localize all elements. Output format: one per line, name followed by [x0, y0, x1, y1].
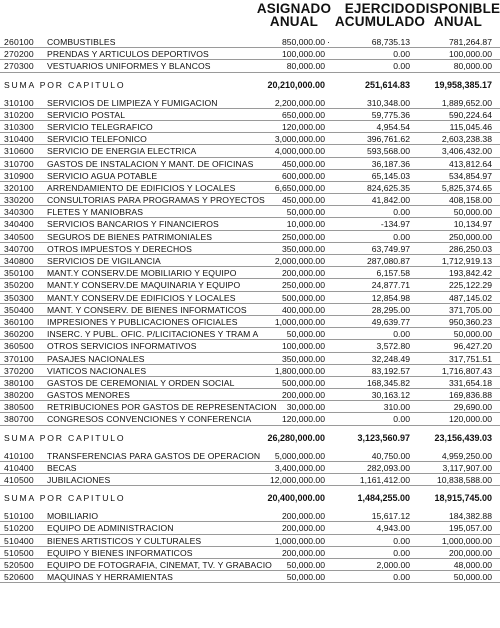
account-code: 360500	[4, 341, 34, 352]
ejercido-value: 0.00	[393, 61, 410, 72]
ejercido-value: 24,877.71	[371, 280, 410, 291]
disponible-value: 487,145.02	[448, 292, 492, 303]
ejercido-total: 251,614.83	[364, 79, 410, 90]
disponible-value: 50,000.00	[453, 329, 492, 340]
asignado-value: 3,400,000.00	[274, 462, 325, 473]
asignado-total: 26,280,000.00	[267, 432, 325, 443]
asignado-value: 100,000.00	[281, 341, 325, 352]
asignado-value: 250,000.00	[281, 280, 325, 291]
asignado-value: 50,000.00	[286, 207, 325, 218]
account-code: 520600	[4, 572, 34, 583]
account-description: MANT.Y CONSERV.DE MAQUINARIA Y EQUIPO	[47, 280, 241, 291]
account-code: 410400	[4, 462, 34, 473]
account-description: SERVICIO DE ENERGIA ELECTRICA	[47, 146, 197, 157]
summary-label: SUMA POR CAPITULO	[4, 493, 126, 504]
table-row	[0, 292, 500, 304]
asignado-value: 50,000.00	[286, 572, 325, 583]
account-description: IMPRESIONES Y PUBLICACIONES OFICIALES	[47, 316, 238, 327]
header-disponible-line2: ANUAL	[433, 14, 483, 29]
asignado-value: 120,000.00	[281, 121, 325, 132]
ejercido-total: 3,123,560.97	[357, 432, 410, 443]
disponible-total: 18,915,745.00	[434, 493, 492, 504]
summary-row	[0, 426, 500, 445]
disponible-value: 408,158.00	[448, 195, 492, 206]
ejercido-value: 824,625.35	[366, 182, 410, 193]
account-code: 360200	[4, 329, 34, 340]
disponible-total: 23,156,439.03	[434, 432, 492, 443]
asignado-value: 2,200,000.00	[274, 97, 325, 108]
disponible-value: 96,427.20	[453, 341, 492, 352]
disponible-value: 371,705.00	[448, 304, 492, 315]
account-code: 270300	[4, 61, 34, 72]
summary-row	[0, 486, 500, 505]
account-description: ARRENDAMIENTO DE EDIFICIOS Y LOCALES	[47, 182, 236, 193]
ejercido-value: 1,161,412.00	[359, 475, 410, 485]
disponible-value: 781,264.87	[448, 37, 492, 47]
table-row	[0, 462, 500, 474]
ejercido-value: 32,248.49	[371, 353, 410, 364]
account-description: CONGRESOS CONVENCIONES Y CONFERENCIA	[47, 414, 252, 425]
summary-row	[0, 73, 500, 92]
disponible-value: 80,000.00	[453, 61, 492, 72]
ejercido-value: 83,192.57	[371, 365, 410, 376]
table-row	[0, 547, 500, 559]
asignado-value: 12,000,000.00	[270, 475, 325, 485]
ejercido-value: -134.97	[380, 219, 410, 230]
ejercido-value: 68,735.13	[371, 37, 410, 47]
asignado-value: 1,000,000.00	[274, 535, 325, 546]
ejercido-value: 2,000.00	[376, 559, 410, 570]
disponible-value: 534,854.97	[448, 170, 492, 181]
disponible-value: 195,057.00	[448, 523, 492, 534]
asignado-value: 50,000.00	[286, 329, 325, 340]
ejercido-value: 0.00	[393, 547, 410, 558]
account-description: VIATICOS NACIONALES	[47, 365, 147, 376]
account-description: EQUIPO Y BIENES INFORMATICOS	[47, 547, 193, 558]
ejercido-value: 3,572.80	[376, 341, 410, 352]
ejercido-value: 0.00	[393, 49, 410, 60]
ejercido-value: 59,775.36	[371, 109, 410, 120]
account-description: EQUIPO DE FOTOGRAFIA, CINEMAT, TV. Y GRABACIO	[47, 559, 272, 570]
account-code: 360100	[4, 316, 34, 327]
account-code: 510400	[4, 535, 34, 546]
asignado-value: 1,000,000.00	[274, 316, 325, 327]
ejercido-value: 0.00	[393, 572, 410, 583]
disponible-value: 193,842.42	[448, 268, 492, 279]
account-code: 520500	[4, 559, 34, 570]
account-code: 380500	[4, 402, 34, 413]
account-code: 380700	[4, 414, 34, 425]
table-row	[0, 218, 500, 230]
account-code: 350400	[4, 304, 34, 315]
table-row	[0, 231, 500, 243]
header-disponible	[412, 2, 500, 28]
account-description: OTROS IMPUESTOS Y DERECHOS	[47, 243, 192, 254]
account-code: 310600	[4, 146, 34, 157]
table-row	[0, 510, 500, 522]
table-row	[0, 206, 500, 218]
disponible-value: 1,889,652.00	[441, 97, 492, 108]
table-header	[0, 2, 500, 38]
disponible-value: 184,382.88	[448, 511, 492, 522]
table-row	[0, 158, 500, 170]
asignado-total: 20,210,000.00	[267, 79, 325, 90]
ejercido-value: 0.00	[393, 329, 410, 340]
account-code: 310400	[4, 134, 34, 145]
account-description: SERVICIO AGUA POTABLE	[47, 170, 158, 181]
account-code: 310200	[4, 109, 34, 120]
ejercido-value: 63,749.97	[371, 243, 410, 254]
disponible-value: 4,959,250.00	[441, 450, 492, 461]
table-row	[0, 559, 500, 571]
asignado-value: 500,000.00	[281, 292, 325, 303]
account-code: 410500	[4, 475, 34, 485]
ejercido-value: 40,750.00	[371, 450, 410, 461]
account-code: 330200	[4, 195, 34, 206]
disponible-value: 100,000.00	[448, 49, 492, 60]
asignado-value: 120,000.00	[281, 414, 325, 425]
table-row	[0, 353, 500, 365]
ejercido-value: 36,187.36	[371, 158, 410, 169]
table-row	[0, 170, 500, 182]
table-row	[0, 109, 500, 121]
table-row	[0, 328, 500, 340]
table-row	[0, 340, 500, 352]
disponible-value: 2,603,238.38	[441, 134, 492, 145]
table-row	[0, 522, 500, 534]
account-code: 310100	[4, 97, 34, 108]
table-row	[0, 389, 500, 401]
table-row	[0, 316, 500, 328]
disponible-value: 10,134.97	[453, 219, 492, 230]
asignado-value: 50,000.00	[286, 559, 325, 570]
disponible-value: 1,712,919.13	[441, 256, 492, 266]
account-code: 320100	[4, 182, 34, 193]
disponible-value: 29,690.00	[453, 402, 492, 413]
table-row	[0, 279, 500, 291]
account-code: 310300	[4, 121, 34, 132]
table-row	[0, 36, 500, 48]
account-description: MANT.Y CONSERV.DE EDIFICIOS Y LOCALES	[47, 292, 236, 303]
ejercido-value: 15,617.12	[371, 511, 410, 522]
asignado-value: 200,000.00	[281, 547, 325, 558]
account-description: SERVICIOS DE LIMPIEZA Y FUMIGACION	[47, 97, 218, 108]
ejercido-value: 0.00	[393, 207, 410, 218]
account-description: SERVICIO POSTAL	[47, 109, 126, 120]
table-row	[0, 194, 500, 206]
asignado-value: 850,000.00	[281, 37, 325, 47]
account-code: 340300	[4, 207, 34, 218]
table-row	[0, 377, 500, 389]
asignado-value: 1,800,000.00	[274, 365, 325, 376]
disponible-value: 115,045.46	[449, 121, 492, 132]
account-description: JUBILACIONES	[47, 475, 111, 485]
account-code: 340700	[4, 243, 34, 254]
account-description: CONSULTORIAS PARA PROGRAMAS Y PROYECTOS	[47, 195, 265, 206]
account-code: 370100	[4, 353, 34, 364]
header-disponible-line1: DISPONIBLE	[415, 1, 500, 16]
account-description: SERVICIOS BANCARIOS Y FINANCIEROS	[47, 219, 219, 230]
ejercido-value: 65,145.03	[371, 170, 410, 181]
asignado-value: 100,000.00	[281, 49, 325, 60]
disponible-value: 120,000.00	[448, 414, 492, 425]
budget-table	[0, 36, 500, 583]
account-description: INSERC. Y PUBL. OFIC. P/LICITACIONES Y TRAM A	[47, 329, 259, 340]
asignado-value: 350,000.00	[281, 243, 325, 254]
ejercido-value: 282,093.00	[366, 462, 410, 473]
header-ejercido-line1: EJERCIDO	[344, 1, 416, 16]
disponible-value: 250,000.00	[448, 231, 492, 242]
disponible-value: 225,122.29	[448, 280, 492, 291]
ejercido-value: 6,157.58	[376, 268, 410, 279]
disponible-value: 200,000.00	[448, 547, 492, 558]
table-row	[0, 243, 500, 255]
ejercido-value: 310,348.00	[366, 97, 410, 108]
account-description: SERVICIO TELEGRAFICO	[47, 121, 153, 132]
disponible-value: 5,825,374.65	[441, 182, 492, 193]
account-description: PRENDAS Y ARTICULOS DEPORTIVOS	[47, 49, 209, 60]
account-description: FLETES Y MANIOBRAS	[47, 207, 144, 218]
account-description: VESTUARIOS UNIFORMES Y BLANCOS	[47, 61, 211, 72]
ejercido-value: 396,761.62	[366, 134, 410, 145]
asignado-value: 6,650,000.00	[274, 182, 325, 193]
ejercido-total: 1,484,255.00	[357, 493, 410, 504]
table-row	[0, 121, 500, 133]
asignado-value: 350,000.00	[281, 353, 325, 364]
asignado-value: 2,000,000.00	[274, 256, 325, 266]
account-code: 260100	[4, 37, 34, 47]
header-ejercido-line2: ACUMULADO	[334, 14, 426, 29]
account-code: 510100	[4, 511, 34, 522]
table-row	[0, 413, 500, 425]
disponible-value: 10,838,588.00	[437, 475, 492, 485]
account-code: 270200	[4, 49, 34, 60]
asignado-total: 20,400,000.00	[267, 493, 325, 504]
account-description: EQUIPO DE ADMINISTRACION	[47, 523, 174, 534]
header-asignado-line1: ASIGNADO	[256, 1, 332, 16]
disponible-value: 286,250.03	[448, 243, 492, 254]
disponible-value: 169,836.88	[448, 390, 492, 401]
asignado-value: 200,000.00	[281, 268, 325, 279]
asignado-value: 450,000.00	[281, 195, 325, 206]
disponible-value: 48,000.00	[453, 559, 492, 570]
account-description: SERVICIOS DE VIGILANCIA	[47, 256, 161, 266]
asignado-value: 200,000.00	[281, 523, 325, 534]
account-description: MAQUINAS Y HERRAMIENTAS	[47, 572, 173, 583]
ejercido-value: 168,345.82	[366, 377, 410, 388]
account-description: COMBUSTIBLES	[47, 37, 116, 47]
account-description: GASTOS DE CEREMONIAL Y ORDEN SOCIAL	[47, 377, 235, 388]
table-row	[0, 474, 500, 486]
asignado-value: 4,000,000.00	[274, 146, 325, 157]
disponible-value: 3,117,907.00	[442, 462, 492, 473]
disponible-total: 19,958,385.17	[434, 79, 492, 90]
ejercido-value: 593,568.00	[366, 146, 410, 157]
disponible-value: 331,654.18	[448, 377, 492, 388]
account-code: 380100	[4, 377, 34, 388]
account-code: 380200	[4, 390, 34, 401]
asignado-value: 200,000.00	[281, 511, 325, 522]
header-asignado-line2: ANUAL	[269, 14, 319, 29]
asignado-value: 250,000.00	[281, 231, 325, 242]
table-row	[0, 535, 500, 547]
summary-label: SUMA POR CAPITULO	[4, 432, 126, 443]
disponible-value: 317,751.51	[448, 353, 492, 364]
table-row	[0, 133, 500, 145]
account-description: BIENES ARTISTICOS Y CULTURALES	[47, 535, 202, 546]
asignado-value: 30,000.00	[286, 402, 325, 413]
disponible-value: 413,812.64	[448, 158, 492, 169]
disponible-value: 3,406,432.00	[441, 146, 492, 157]
account-code: 340400	[4, 219, 34, 230]
account-code: 340800	[4, 256, 34, 266]
table-row	[0, 401, 500, 413]
disponible-value: 50,000.00	[453, 572, 492, 583]
account-description: MOBILIARIO	[47, 511, 99, 522]
account-description: MANT. Y CONSERV. DE BIENES INFORMATICOS	[47, 304, 247, 315]
account-description: GASTOS MENORES	[47, 390, 130, 401]
ejercido-value: 0.00	[393, 414, 410, 425]
table-row	[0, 182, 500, 194]
disponible-value: 950,360.23	[448, 316, 492, 327]
table-row	[0, 145, 500, 157]
account-description: MANT.Y CONSERV.DE MOBILIARIO Y EQUIPO	[47, 268, 237, 279]
asignado-value: 3,000,000.00	[274, 134, 325, 145]
stray-mark: ·	[327, 37, 330, 47]
table-row	[0, 304, 500, 316]
account-code: 350300	[4, 292, 34, 303]
ejercido-value: 4,954.54	[376, 121, 410, 132]
disponible-value: 590,224.64	[448, 109, 492, 120]
account-description: TRANSFERENCIAS PARA GASTOS DE OPERACION	[47, 450, 261, 461]
account-code: 310700	[4, 158, 34, 169]
table-row	[0, 571, 500, 583]
disponible-value: 50,000.00	[453, 207, 492, 218]
account-code: 340500	[4, 231, 34, 242]
asignado-value: 600,000.00	[281, 170, 325, 181]
ejercido-value: 30,163.12	[371, 390, 410, 401]
account-code: 510200	[4, 523, 34, 534]
table-row	[0, 97, 500, 109]
account-description: GASTOS DE INSTALACION Y MANT. DE OFICINAS	[47, 158, 254, 169]
ejercido-value: 28,295.00	[371, 304, 410, 315]
asignado-value: 450,000.00	[281, 158, 325, 169]
account-code: 350200	[4, 280, 34, 291]
summary-label: SUMA POR CAPITULO	[4, 79, 126, 90]
table-row	[0, 60, 500, 72]
account-description: RETRIBUCIONES POR GASTOS DE REPRESENTACION	[47, 402, 277, 413]
account-code: 410100	[4, 450, 34, 461]
asignado-value: 500,000.00	[281, 377, 325, 388]
asignado-value: 10,000.00	[286, 219, 325, 230]
account-code: 510500	[4, 547, 34, 558]
asignado-value: 200,000.00	[281, 390, 325, 401]
ejercido-value: 4,943.00	[376, 523, 410, 534]
account-code: 310900	[4, 170, 34, 181]
asignado-value: 400,000.00	[281, 304, 325, 315]
table-row	[0, 365, 500, 377]
ejercido-value: 49,639.77	[371, 316, 410, 327]
asignado-value: 5,000,000.00	[274, 450, 325, 461]
account-code: 370200	[4, 365, 34, 376]
table-row	[0, 48, 500, 60]
table-row	[0, 450, 500, 462]
disponible-value: 1,716,807.43	[441, 365, 492, 376]
table-row	[0, 255, 500, 267]
ejercido-value: 41,842.00	[371, 195, 410, 206]
ejercido-value: 287,080.87	[366, 256, 410, 266]
account-description: PASAJES NACIONALES	[47, 353, 145, 364]
asignado-value: 650,000.00	[281, 109, 325, 120]
table-row	[0, 267, 500, 279]
account-code: 350100	[4, 268, 34, 279]
account-description: SERVICIO TELEFONICO	[47, 134, 147, 145]
asignado-value: 80,000.00	[286, 61, 325, 72]
account-description: OTROS SERVICIOS INFORMATIVOS	[47, 341, 197, 352]
ejercido-value: 0.00	[393, 231, 410, 242]
ejercido-value: 0.00	[393, 535, 410, 546]
disponible-value: 1,000,000.00	[441, 535, 492, 546]
account-description: SEGUROS DE BIENES PATRIMONIALES	[47, 231, 213, 242]
account-description: BECAS	[47, 462, 77, 473]
ejercido-value: 12,854.98	[371, 292, 410, 303]
ejercido-value: 310.00	[383, 402, 410, 413]
